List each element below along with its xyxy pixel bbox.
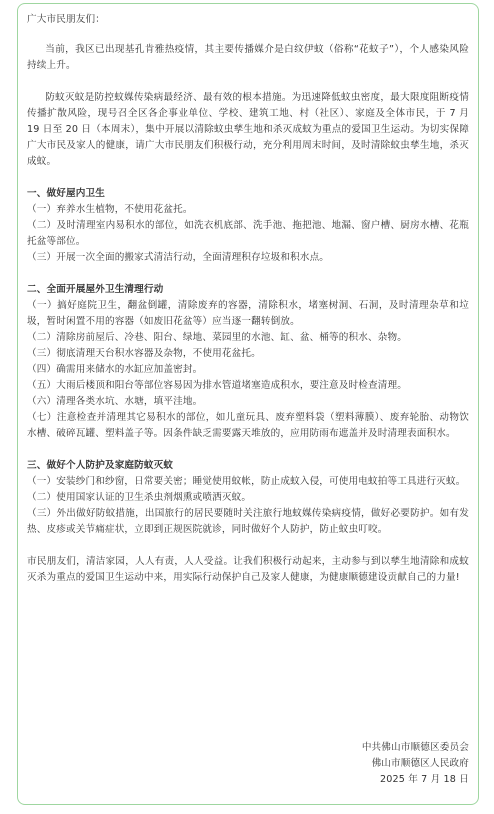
section-2-item: （七）注意检查并清理其它易积水的部位，如儿童玩具、废弃塑料袋（塑料薄膜）、废弃轮胎、动物饮水槽、破碎瓦罐、塑料盖子等。因条件缺乏需要露天堆放的，应用防雨布遮盖并及时清理表面积水。 <box>27 412 469 439</box>
section-1-item: （二）及时清理室内易积水的部位，如洗衣机底部、洗手池、拖把池、地漏、窗户槽、厨房水槽、花瓶托盆等部位。 <box>27 220 469 247</box>
section-1-item: （一）弃养水生植物，不使用花盆托。 <box>27 204 193 215</box>
call-paragraph: 防蚊灭蚊是防控蚊媒传染病最经济、最有效的根本措施。为迅速降低蚊虫密度，最大限度阻断疫情传播扩散风险，现号召全区各企事业单位、学校、建筑工地、村（社区）、家庭及全体市民，于 7 月 19 日至 20 日（本周末），集中开展以清除蚊虫孳生地和杀灭成蚊为重点的爱国卫生运动。为切实保障广大市民及家人的健康，请广大市民朋友们积极行动，充分利用周末时间，及时清除蚊虫孳生地，杀灭成蚊。 <box>27 92 469 167</box>
section-1-item: （三）开展一次全面的搬家式清洁行动，全面清理积存垃圾和积水点。 <box>27 252 330 263</box>
notice-body <box>27 12 469 586</box>
notice-card <box>17 3 479 805</box>
closing-paragraph: 市民朋友们，清洁家园，人人有责，人人受益。让我们积极行动起来，主动参与到以孳生地清除和成蚊灭杀为重点的爱国卫生运动中来，用实际行动保护自己及家人健康，为健康顺德建设贡献自己的力量! <box>27 556 469 583</box>
signature-party-committee: 中共佛山市顺德区委员会 <box>361 742 469 753</box>
salutation: 广大市民朋友们： <box>27 14 105 25</box>
section-2-item: （四）确需用来储水的水缸应加盖密封。 <box>27 364 203 375</box>
section-3-item: （三）外出做好防蚊措施，出国旅行的居民要随时关注旅行地蚊媒传染病疫情，做好必要防护。如有发热、皮疹或关节痛症状，立即到正规医院就诊，同时做好个人防护，防止蚊虫叮咬。 <box>27 508 469 535</box>
section-2-item: （一）搞好庭院卫生，翻盆倒罐，清除废弃的容器，清除积水，堵塞树洞、石洞，及时清理杂草和垃圾，暂时闲置不用的容器（如废旧花盆等）应当逐一翻转倒放。 <box>27 300 469 327</box>
section-3-item: （一）安装纱门和纱窗，日常要关密；睡觉使用蚊帐，防止成蚊入侵，可使用电蚊拍等工具进行灭蚊。 <box>27 476 466 487</box>
section-1-heading: 一、做好屋内卫生 <box>27 188 105 199</box>
signature-date: 2025 年 7 月 18 日 <box>379 774 469 785</box>
signature-block <box>362 740 469 788</box>
section-2-item: （五）大雨后楼顶和阳台等部位容易因为排水管道堵塞造成积水，要注意及时检查清理。 <box>27 380 408 391</box>
section-2-item: （六）清理各类水坑、水塘，填平洼地。 <box>27 396 203 407</box>
intro-paragraph: 当前，我区已出现基孔肯雅热疫情，其主要传播媒介是白纹伊蚊（俗称“花蚊子”），个人感染风险持续上升。 <box>27 44 469 71</box>
section-2-heading: 二、全面开展屋外卫生清理行动 <box>27 284 164 295</box>
section-3-item: （二）使用国家认证的卫生杀虫剂烟熏或喷洒灭蚊。 <box>27 492 252 503</box>
section-2-item: （三）彻底清理天台积水容器及杂物，不使用花盆托。 <box>27 348 261 359</box>
section-2-item: （二）清除房前屋后、冷巷、阳台、绿地、菜园里的水池、缸、盆、桶等的积水、杂物。 <box>27 332 408 343</box>
signature-government: 佛山市顺德区人民政府 <box>371 758 469 769</box>
section-3-heading: 三、做好个人防护及家庭防蚊灭蚊 <box>27 460 174 471</box>
